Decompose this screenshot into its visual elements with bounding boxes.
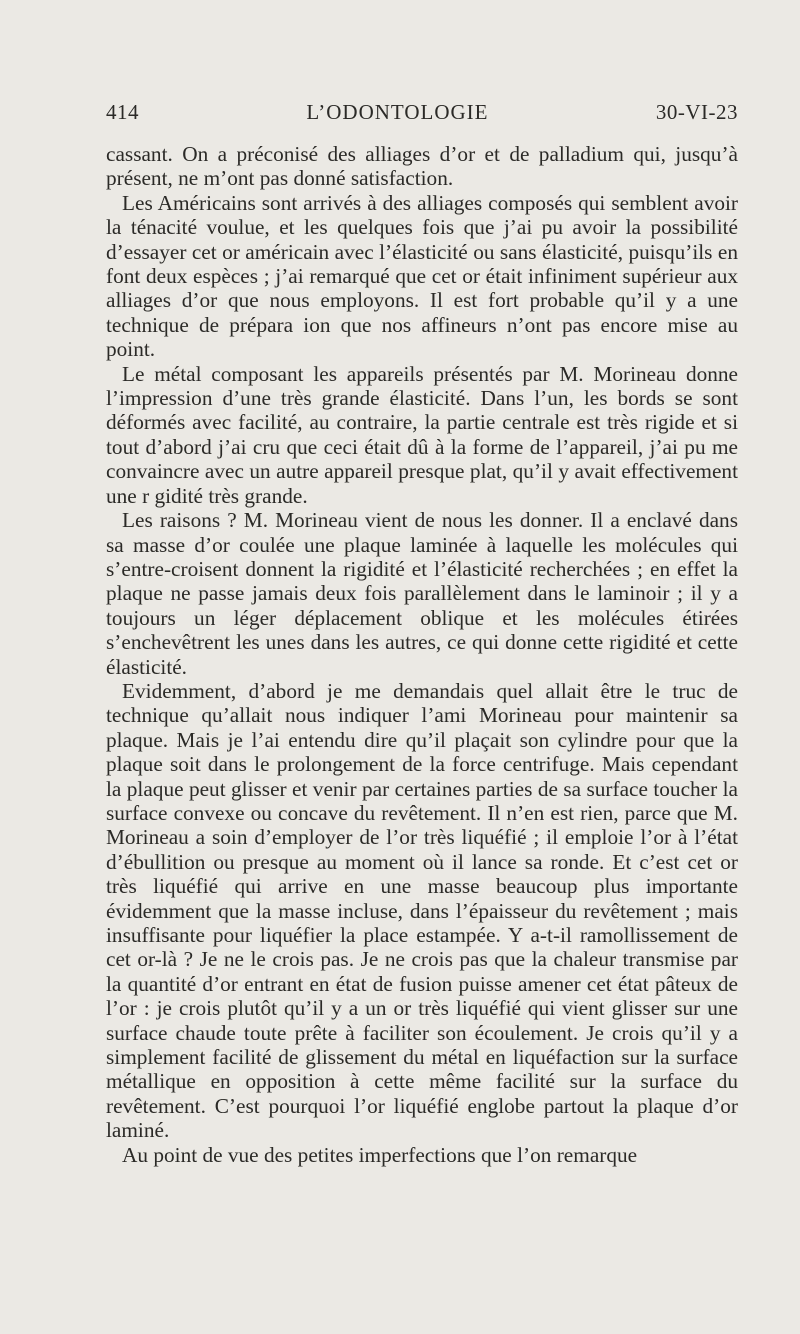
paragraph: Les raisons ? M. Morineau vient de nous les donner. Il a enclavé dans sa masse d’or coulée une plaque laminée à laquelle les molécules qui s’entre-croisent donnent la rigidité et l’élasticité recherchées ; en effet la plaque ne passe jamais deux fois parallèlement dans le laminoir ; il y a toujours un léger déplacement oblique et les molécules étirées s’enchevêtrent les unes dans les autres, ce qui donne cette rigidité et cette élasticité. xyxy=(106,508,738,679)
paragraph: Au point de vue des petites imperfections que l’on remarque xyxy=(122,1142,638,1167)
running-head xyxy=(106,100,738,134)
journal-title: L’ODONTOLOGIE xyxy=(306,100,489,124)
paragraph: Evidemment, d’abord je me demandais quel allait être le truc de technique qu’allait nous indiquer l’ami Morineau pour maintenir sa plaque. Mais je l’ai entendu dire qu’il plaçait son cylindre pour que la plaque soit dans le prolongement de la force centrifuge. Mais cependant la plaque peut glisser et venir par certaines parties de sa surface toucher la surface convexe ou concave du revêtement. Il n’en est rien, parce que M. Morineau a soin d’employer de l’or très liquéfié ; il emploie l’or à l’état d’ébullition ou presque au moment où il lance sa ronde. Et c’est cet or très liquéfié qui arrive en une masse beaucoup plus importante évidemment que la masse incluse, dans l’épaisseur du revêtement ; mais insuffisante pour liquéfier la place estampée. Y a-t-il ramollissement de cet or-là ? Je ne le crois pas. Je ne crois pas que la chaleur transmise par la quantité d’or entrant en état de fusion puisse amener cet état pâteux de l’or : je crois plutôt qu’il y a un or très liquéfié qui vient glisser sur une surface chaude toute prête à faciliter son écoulement. Je crois qu’il y a simplement facilité de glissement du métal en liquéfaction sur la surface métallique en opposition à cette même facilité sur la surface du revêtement. C’est pourquoi l’or liquéfié englobe partout la plaque d’or laminé. xyxy=(106,678,738,1143)
paragraph: Le métal composant les appareils présentés par M. Morineau donne l’impression d’une très grande élasticité. Dans l’un, les bords se sont déformés avec facilité, au contraire, la partie centrale est très rigide et si tout d’abord j’ai cru que ceci était dû à la forme de l’appareil, j’ai pu me convaincre avec un autre appareil presque plat, qu’il y avait effectivement une r gidité très grande. xyxy=(106,361,738,508)
issue-date: 30-VI-23 xyxy=(655,100,738,124)
body-text xyxy=(106,142,738,1167)
paragraph: cassant. On a préconisé des alliages d’or et de palladium qui, jusqu’à présent, ne m’ont pas donné satisfaction. xyxy=(106,142,738,191)
paragraph: Les Américains sont arrivés à des alliages composés qui semblent avoir la ténacité voulue, et les quelques fois que j’ai pu avoir la possibilité d’essayer cet or américain avec l’élasticité ou sans élasticité, puisqu’ils en font deux espèces ; j’ai remarqué que cet or était infiniment supérieur aux alliages d’or que nous employons. Il est fort probable qu’il y a une technique de prépara ion que nos affineurs n’ont pas encore mise au point. xyxy=(106,190,738,362)
page-number: 414 xyxy=(106,100,139,124)
